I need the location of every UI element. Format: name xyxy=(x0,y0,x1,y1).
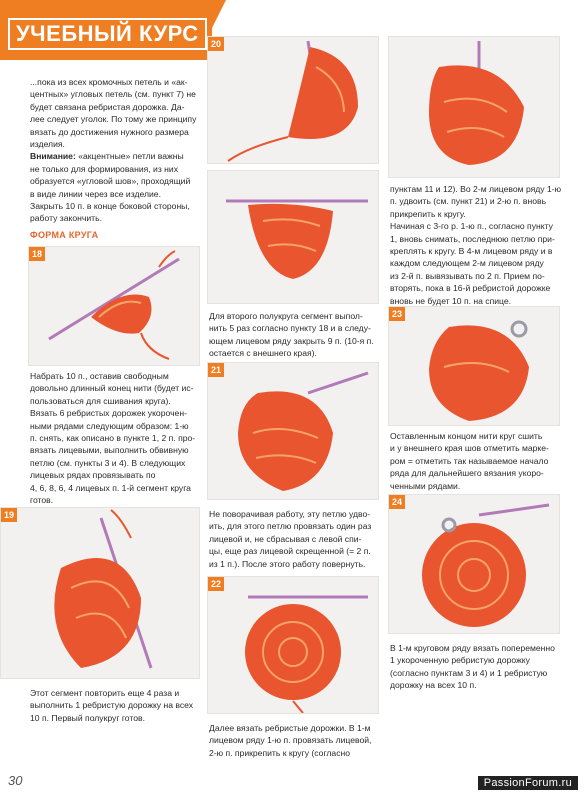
text-line: ченными рядами. xyxy=(390,480,461,491)
text-line: В 1-м круговом ряду вязать попеременно xyxy=(390,643,555,653)
intro-line: вязать до достижения нужного размера xyxy=(30,126,189,137)
knit-three-quarter-illustration xyxy=(208,363,378,499)
attention-line: Закрыть 10 п. в конце боковой стороны, xyxy=(30,201,190,212)
text-line: 1, вновь снимать, последнюю петлю при- xyxy=(390,233,555,244)
text-line: выполнить 1 ребристую дорожку на всех xyxy=(30,700,194,711)
step-18-text xyxy=(30,370,198,506)
step-23-text xyxy=(390,430,562,492)
intro-line: центных» угловых петель (см. пункт 7) не xyxy=(30,89,196,100)
attention-text: «акцентные» петли важны xyxy=(75,151,184,162)
text-line: ными рядами следующим образом: 1-ю xyxy=(30,420,189,431)
text-line: Этот сегмент повторить еще 4 раза и xyxy=(30,688,180,698)
attention-line: в виде линии через все изделие. xyxy=(30,188,161,199)
text-line: (согласно пунктам 3 и 4) и 1 ребристую xyxy=(390,667,548,678)
text-line: Для второго полукруга сегмент выпол- xyxy=(209,311,363,321)
text-line: вторять, пока в 16-й ребристой дорожке xyxy=(390,283,551,294)
text-line: нить 5 раз согласно пункту 18 и в следу- xyxy=(209,323,371,334)
knit-sewn-circle-illustration xyxy=(389,307,559,425)
text-line: Начиная с 3-го р. 1-ю п., согласно пункту xyxy=(390,221,553,232)
text-line: 4, 6, 8, 6, 4 лицевых п. 1-й сегмент круга xyxy=(30,482,191,493)
text-line: 1 укороченную ребристую дорожку xyxy=(390,655,530,666)
photo-step-23 xyxy=(388,306,560,426)
knit-round-illustration xyxy=(389,495,559,633)
step-badge: 20 xyxy=(208,37,224,51)
intro-line: изделия. xyxy=(30,139,65,150)
text-line: лицевой и, не сбрасывая с левой спи- xyxy=(209,533,362,544)
text-line: пользоваться для сшивания круга). xyxy=(30,395,171,406)
text-line: Набрать 10 п., оставив свободным xyxy=(30,371,169,381)
text-line: вязать лицевыми, выполнить обвивную xyxy=(30,445,189,456)
text-line: и у внешнего края шов отметить марке- xyxy=(390,443,549,454)
photo-step-20b xyxy=(207,170,379,304)
text-line: 10 п. Первый полукруг готов. xyxy=(30,712,145,723)
attention-line xyxy=(30,150,198,162)
step-21-text xyxy=(209,508,379,570)
knit-circle-illustration xyxy=(208,577,378,713)
step-badge: 21 xyxy=(208,363,224,377)
text-line: лицевых рядах провязывать по xyxy=(30,470,156,481)
attention-line: работу закончить. xyxy=(30,213,102,224)
text-line: лицевом ряду 1-ю п. провязать лицевой, xyxy=(209,735,372,746)
text-line: п. удвоить (см. пункт 21) и 2-ю п. вновь xyxy=(390,196,547,207)
intro-line: ...пока из всех кромочных петель и «ак- xyxy=(30,77,188,87)
text-line: петлю (см. пункты 3 и 4). В следующих xyxy=(30,457,186,468)
text-line: довольно длинный конец нити (будет ис- xyxy=(30,383,194,394)
text-line: вновь не будет 10 п. на спице. xyxy=(390,295,512,306)
section-header-title: УЧЕБНЫЙ КУРС xyxy=(8,18,207,50)
text-line: прикрепить к кругу. xyxy=(390,208,466,219)
photo-step-22b xyxy=(388,36,560,178)
text-line: Далее вязать ребристые дорожки. В 1-м xyxy=(209,723,371,733)
knit-half-circle-illustration xyxy=(1,508,199,678)
knit-circle-on-needle-illustration xyxy=(389,37,559,177)
step-badge: 24 xyxy=(389,495,405,509)
step-badge: 19 xyxy=(1,508,17,522)
text-line: пунктам 11 и 12). Во 2-м лицевом ряду 1-ю xyxy=(390,184,562,194)
intro-text xyxy=(30,76,198,225)
intro-line: лее следует уголок. По тому же принципу xyxy=(30,114,197,125)
knit-semicircle-needle-illustration xyxy=(208,171,378,303)
watermark: PassionForum.ru xyxy=(478,776,578,790)
step-24-text xyxy=(390,642,562,692)
photo-step-22 xyxy=(207,576,379,714)
text-line: п. снять, как описано в пункте 1, 2 п. про- xyxy=(30,433,196,444)
step-22-text xyxy=(209,722,379,759)
text-line: 2-ю п. прикрепить к кругу (согласно xyxy=(209,747,351,758)
step-badge: 18 xyxy=(29,247,45,261)
step-badge: 22 xyxy=(208,577,224,591)
photo-step-21 xyxy=(207,362,379,500)
text-line: ряда для дальнейшего вязания укоро- xyxy=(390,468,544,479)
section-title: ФОРМА КРУГА xyxy=(30,230,99,240)
photo-step-18 xyxy=(28,246,200,366)
text-line: Оставленным концом нити круг сшить xyxy=(390,431,543,441)
page-number: 30 xyxy=(8,773,23,788)
knit-segment-illustration xyxy=(29,247,199,365)
step-badge: 23 xyxy=(389,307,405,321)
attention-line: не только для формирования, из них xyxy=(30,163,179,174)
photo-step-19 xyxy=(0,507,200,679)
text-line: ить, для этого петлю провязать один раз xyxy=(209,521,372,532)
text-line: из 1 п.). После этого работу повернуть. xyxy=(209,558,366,569)
text-line: ющем лицевом ряду закрыть 9 п. (10-я п. xyxy=(209,335,374,346)
photo-step-20 xyxy=(207,36,379,164)
step-19-text xyxy=(30,687,198,724)
attention-label: Внимание: xyxy=(30,151,76,162)
intro-line: будет связана ребристая дорожка. Да- xyxy=(30,101,185,112)
text-line: из 2-й п. вывязывать по 2 п. Прием по- xyxy=(390,270,545,281)
text-line: креплять к кругу. В 4-м лицевом ряду и в xyxy=(390,246,553,257)
attention-line: образуется «угловой шов», проходящий xyxy=(30,176,191,187)
photo-step-24 xyxy=(388,494,560,634)
step-20-text xyxy=(209,310,379,360)
text-line: дорожку на всех 10 п. xyxy=(390,680,477,691)
text-line: цы, еще раз лицевой скрещенной (= 2 п. xyxy=(209,546,371,557)
text-line: Не поворачивая работу, эту петлю удво- xyxy=(209,509,371,519)
text-line: Вязать 6 ребристых дорожек укорочен- xyxy=(30,408,187,419)
right-column-text xyxy=(390,183,562,307)
text-line: готов. xyxy=(30,495,54,506)
text-line: ром = отметить так называемое начало xyxy=(390,455,549,466)
text-line: остается с внешнего края). xyxy=(209,348,317,359)
text-line: каждом следующем 2-м лицевом ряду xyxy=(390,258,544,269)
knit-semicircle-illustration xyxy=(208,37,378,163)
